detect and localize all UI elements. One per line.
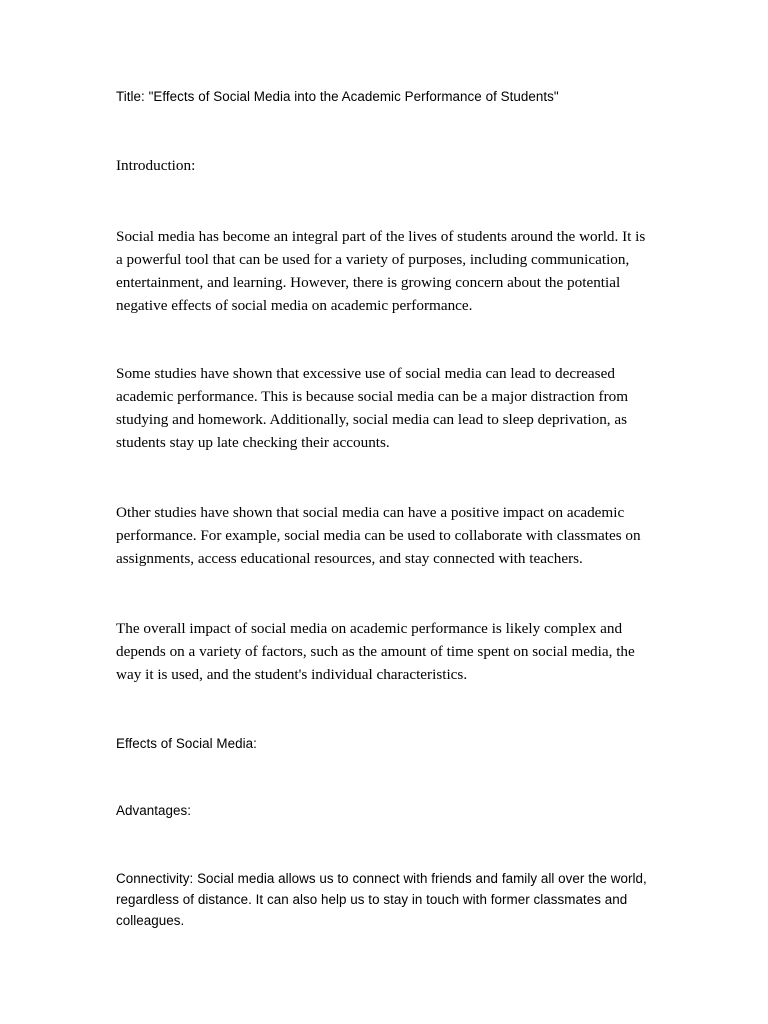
advantages-heading: Advantages: (116, 803, 191, 818)
paragraph-intro: Social media has become an integral part of the lives of students around the world. It is a powerful tool that can be used for a variety of purposes, including communication, entertainment, and learning. However, there is growing concern about the potential negative effects of social media on academic performance. (116, 228, 646, 314)
document-title: Title: "Effects of Social Media into the Academic Performance of Students" (116, 89, 559, 104)
connectivity-paragraph: Connectivity: Social media allows us to connect with friends and family all over the world, regardless of distance. It can also help us to stay in touch with former classmates and colleagues. (116, 871, 647, 928)
introduction-heading: Introduction: (116, 157, 196, 174)
paragraph-overall-impact: The overall impact of social media on academic performance is likely complex and depends on a variety of factors, such as the amount of time spent on social media, the way it is used, and the student's individual characteristics. (116, 620, 635, 683)
paragraph-negative-effects: Some studies have shown that excessive use of social media can lead to decreased academic performance. This is because social media can be a major distraction from studying and homework. Additionally, social media can lead to sleep deprivation, as students stay up late checking their accounts. (116, 365, 629, 451)
effects-heading: Effects of Social Media: (116, 736, 257, 751)
paragraph-positive-effects: Other studies have shown that social media can have a positive impact on academic performance. For example, social media can be used to collaborate with classmates on assignments, access educational resources, and stay connected with teachers. (116, 504, 641, 567)
